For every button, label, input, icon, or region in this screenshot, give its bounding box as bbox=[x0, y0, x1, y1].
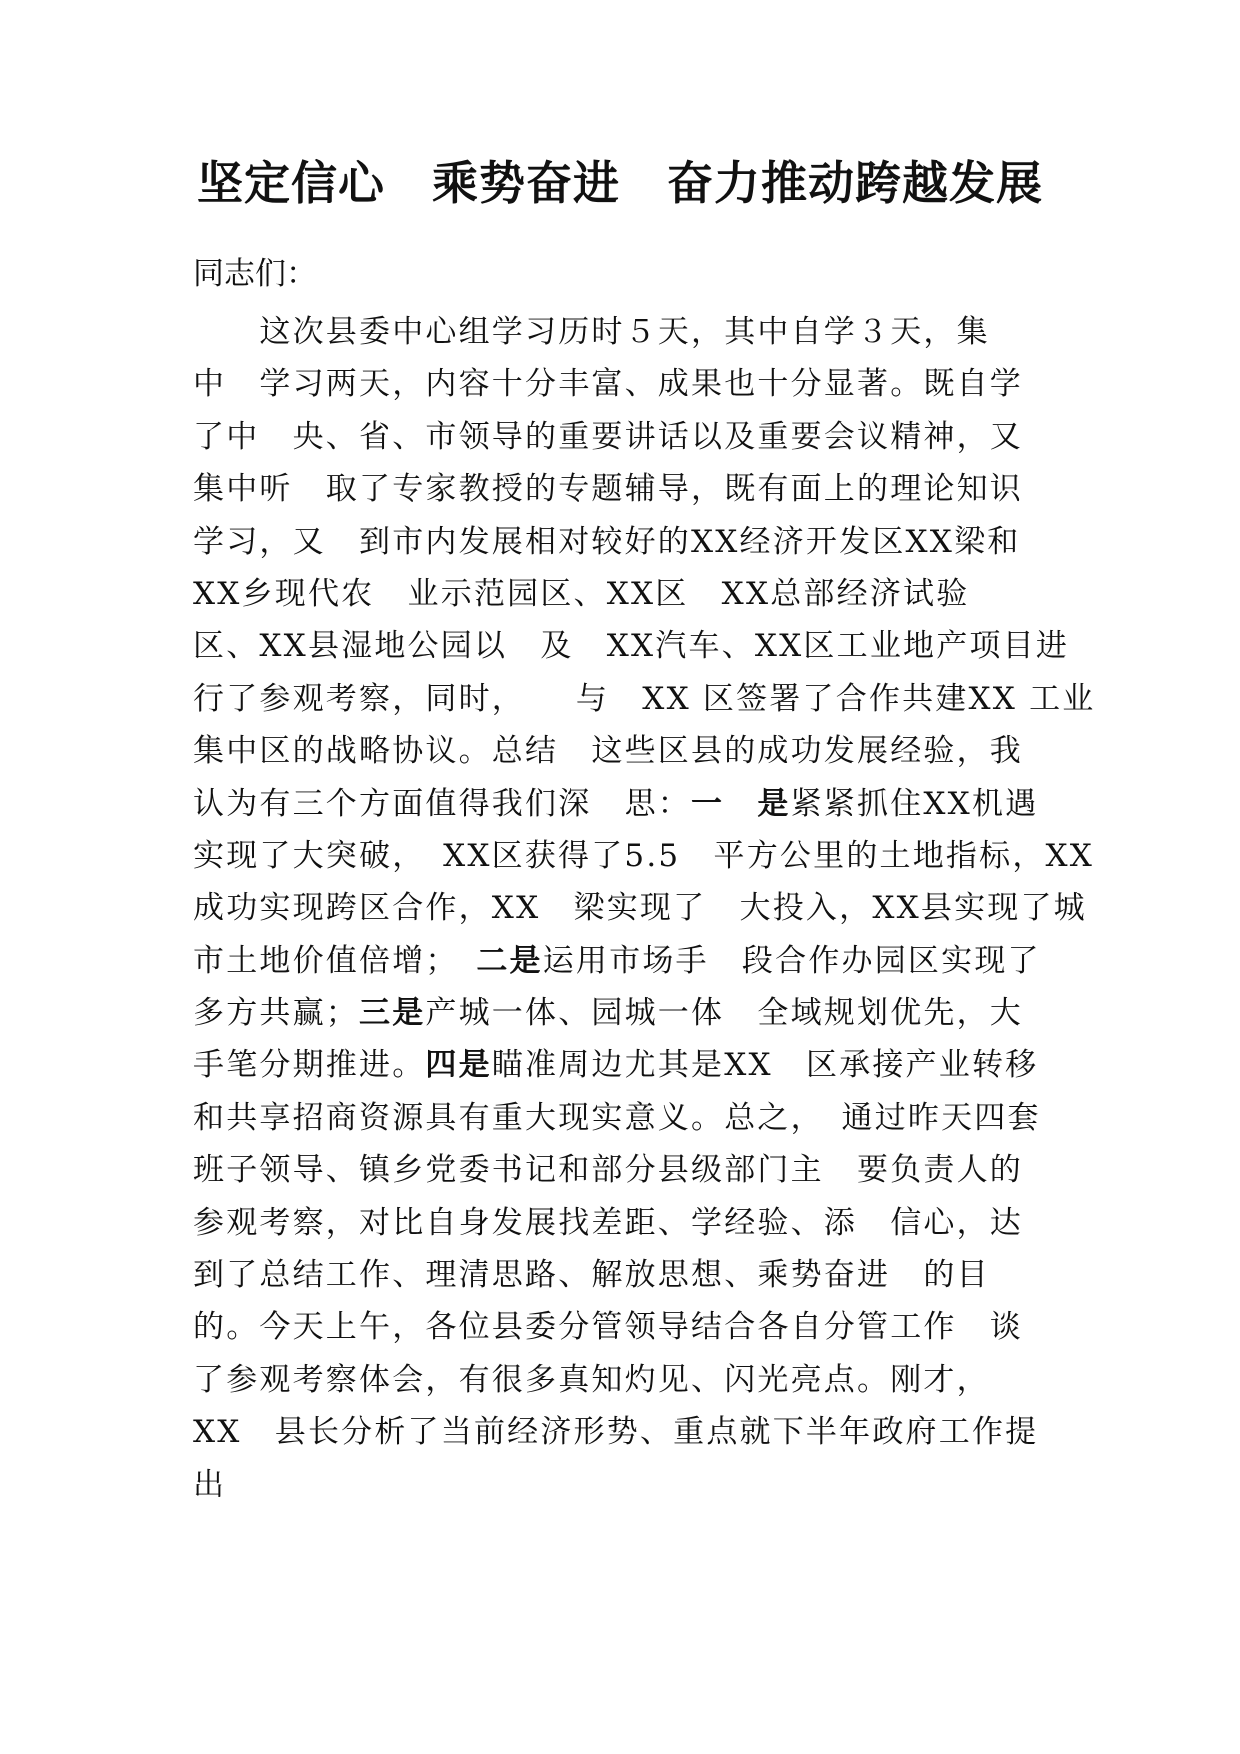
body-line bbox=[193, 1301, 1073, 1353]
body-line bbox=[193, 1197, 1073, 1249]
body-text: 实现了大突破， XX区获得了5.5 平方公里的土地指标，XX bbox=[193, 837, 1095, 874]
body-text: 了中 央、省、市领导的重要讲话以及重要会议精神，又 bbox=[193, 418, 1023, 455]
body-text: 成功实现跨区合作，XX 梁实现了 大投入，XX县实现了城 bbox=[193, 890, 1087, 927]
body-text: 行了参观考察，同时， 与 XX 区签署了合作共建XX 工业 bbox=[193, 680, 1096, 717]
body-text: 集中听 取了专家教授的专题辅导，既有面上的理论知识 bbox=[193, 471, 1023, 508]
body-line bbox=[193, 987, 1073, 1039]
body-text: 了参观考察体会，有很多真知灼见、闪光亮点。刚才， bbox=[193, 1361, 990, 1398]
emphasis-text: 三是 bbox=[359, 995, 426, 1032]
body-text: 班子领导、镇乡党委书记和部分县级部门主 要负责人的 bbox=[193, 1152, 1023, 1189]
body-text: 中 学习两天，内容十分丰富、成果也十分显著。既自学 bbox=[193, 366, 1023, 403]
body-line bbox=[193, 620, 1073, 672]
body-text: 区、XX县湿地公园以 及 XX汽车、XX区工业地产项目进 bbox=[193, 628, 1070, 665]
body-text: 瞄准周边尤其是XX 区承接产业转移 bbox=[491, 1047, 1039, 1084]
body-text: XX 县长分析了当前经济形势、重点就下半年政府工作提 bbox=[193, 1414, 1039, 1451]
body-line bbox=[193, 1144, 1073, 1196]
body-text: 的。今天上午，各位县委分管领导结合各自分管工作 谈 bbox=[193, 1309, 1023, 1346]
body-text: 市土地价值倍增； bbox=[193, 942, 477, 979]
body-text: 产城一体、园城一体 全域规划优先，大 bbox=[425, 995, 1024, 1032]
emphasis-text: 四是 bbox=[425, 1047, 492, 1084]
body-text: 到了总结工作、理清思路、解放思想、乘势奋进 的目 bbox=[193, 1257, 990, 1294]
salutation: 同志们： bbox=[193, 256, 317, 292]
body-line bbox=[193, 1092, 1073, 1144]
body-line bbox=[193, 358, 1073, 410]
body-text: 出 bbox=[193, 1466, 227, 1503]
body-text: 紧紧抓住XX机遇 bbox=[790, 785, 1039, 822]
body-line bbox=[193, 673, 1096, 725]
body-text: XX乡现代农 业示范园区、XX区 XX总部经济试验 bbox=[193, 575, 970, 612]
body-line bbox=[193, 1354, 1073, 1406]
body-line bbox=[193, 1459, 1073, 1511]
body-text: 认为有三个方面值得我们深 思： bbox=[193, 785, 691, 822]
emphasis-text: 二是 bbox=[476, 942, 543, 979]
body-text: 学习，又 到市内发展相对较好的XX经济开发区XX梁和 bbox=[193, 523, 1021, 560]
body-text: 集中区的战略协议。总结 这些区县的成功发展经验，我 bbox=[193, 733, 1023, 770]
body-line bbox=[193, 1039, 1073, 1091]
body-line bbox=[193, 516, 1073, 568]
body-line bbox=[193, 568, 1073, 620]
body-text: 和共享招商资源具有重大现实意义。总之， 通过昨天四套 bbox=[193, 1099, 1041, 1136]
body-text: 这次县委中心组学习历时５天，其中自学３天，集 bbox=[193, 314, 990, 350]
body-line bbox=[193, 463, 1073, 515]
body-text: 多方共赢； bbox=[193, 995, 359, 1032]
emphasis-text: 一 是 bbox=[691, 785, 791, 822]
body-line bbox=[193, 725, 1073, 777]
body-line bbox=[193, 882, 1087, 934]
body-text: 手笔分期推进。 bbox=[193, 1047, 426, 1084]
body-line bbox=[193, 1406, 1073, 1458]
body-text: 参观考察，对比自身发展找差距、学经验、添 信心，达 bbox=[193, 1204, 1023, 1241]
speech-body bbox=[193, 306, 1096, 1511]
body-line bbox=[193, 306, 1073, 358]
body-line bbox=[193, 411, 1073, 463]
body-line bbox=[193, 778, 1073, 830]
document-title: 坚定信心 乘势奋进 奋力推动跨越发展 bbox=[197, 156, 1043, 210]
body-text: 运用市场手 段合作办园区实现了 bbox=[542, 942, 1041, 979]
body-line bbox=[193, 935, 1073, 987]
body-line bbox=[193, 1249, 1073, 1301]
body-line bbox=[193, 830, 1095, 882]
